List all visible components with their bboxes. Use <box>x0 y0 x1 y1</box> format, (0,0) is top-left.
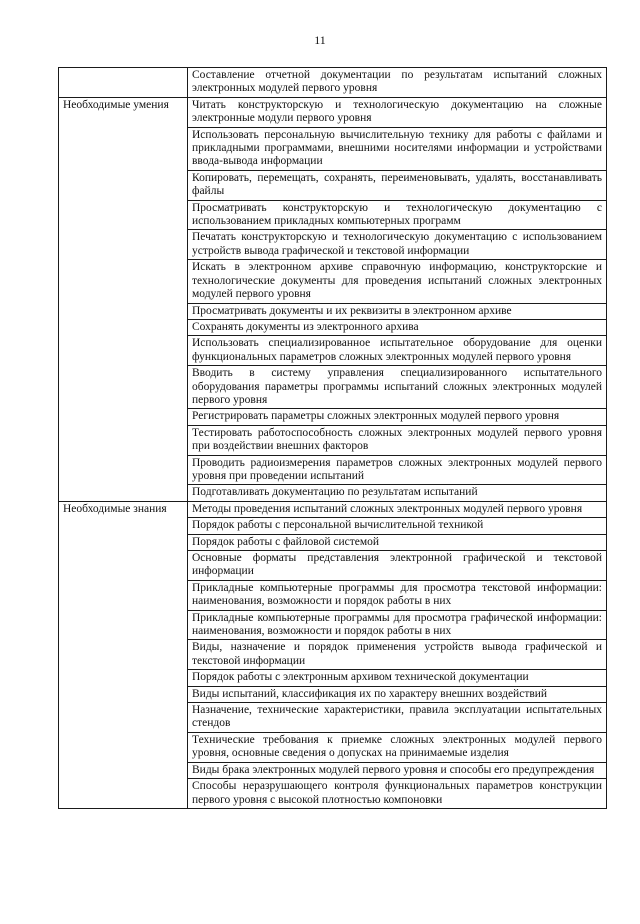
table-item-cell: Составление отчетной документации по результатам испытаний сложных электронных модулей первого уровня <box>188 68 607 98</box>
table-item-cell: Способы неразрушающего контроля функциональных параметров конструкции первого уровня с высокой плотностью компоновки <box>188 779 607 809</box>
table-item-cell: Виды брака электронных модулей первого уровня и способы его предупреждения <box>188 762 607 778</box>
table-item-cell: Виды испытаний, классификация их по характеру внешних воздействий <box>188 686 607 702</box>
table-item-cell: Сохранять документы из электронного архива <box>188 319 607 335</box>
table-item-cell: Вводить в систему управления специализированного испытательного оборудования параметры программы испытаний сложных электронных модулей первого уровня <box>188 366 607 409</box>
table-item-cell: Методы проведения испытаний сложных электронных модулей первого уровня <box>188 501 607 517</box>
table-body <box>59 68 607 809</box>
table-item-cell: Подготавливать документацию по результатам испытаний <box>188 485 607 501</box>
table-item-cell: Порядок работы с электронным архивом технической документации <box>188 670 607 686</box>
page-number: 11 <box>314 33 326 47</box>
table-item-cell: Прикладные компьютерные программы для просмотра текстовой информации: наименования, возможности и порядок работы в них <box>188 580 607 610</box>
table-item-cell: Виды, назначение и порядок применения устройств вывода графической и текстовой информации <box>188 640 607 670</box>
table-item-cell: Проводить радиоизмерения параметров сложных электронных модулей первого уровня при проведении испытаний <box>188 455 607 485</box>
table-item-cell: Назначение, технические характеристики, правила эксплуатации испытательных стендов <box>188 703 607 733</box>
empty-section-cell <box>59 68 188 98</box>
table-item-cell: Использовать персональную вычислительную технику для работы с файлами и прикладными программами, внешними носителями информации и устройствами ввода-вывода информации <box>188 127 607 170</box>
requirements-table <box>58 67 607 809</box>
table-item-cell: Основные форматы представления электронной графической и текстовой информации <box>188 551 607 581</box>
table-item-cell: Копировать, перемещать, сохранять, переименовывать, удалять, восстанавливать файлы <box>188 170 607 200</box>
table-item-cell: Печатать конструкторскую и технологическую документацию с использованием устройств вывода графической и текстовой информации <box>188 230 607 260</box>
table-row <box>59 97 607 127</box>
section-heading: Необходимые знания <box>59 501 188 808</box>
table-item-cell: Искать в электронном архиве справочную информацию, конструкторские и технологические документы для проведения испытаний сложных электронных модулей первого уровня <box>188 260 607 303</box>
table-item-cell: Порядок работы с файловой системой <box>188 534 607 550</box>
table-item-cell: Прикладные компьютерные программы для просмотра графической информации: наименования, возможности и порядок работы в них <box>188 610 607 640</box>
table-item-cell: Регистрировать параметры сложных электронных модулей первого уровня <box>188 409 607 425</box>
table-item-cell: Читать конструкторскую и технологическую документацию на сложные электронные модули первого уровня <box>188 97 607 127</box>
section-heading: Необходимые умения <box>59 97 188 501</box>
table-row <box>59 68 607 98</box>
table-item-cell: Просматривать конструкторскую и технологическую документацию с использованием прикладных компьютерных программ <box>188 200 607 230</box>
table-row <box>59 501 607 517</box>
table-item-cell: Использовать специализированное испытательное оборудование для оценки функциональных параметров сложных электронных модулей первого уровня <box>188 336 607 366</box>
table-item-cell: Порядок работы с персональной вычислительной техникой <box>188 518 607 534</box>
table-item-cell: Технические требования к приемке сложных электронных модулей первого уровня, основные сведения о допусках на принимаемые изделия <box>188 732 607 762</box>
table-item-cell: Тестировать работоспособность сложных электронных модулей первого уровня при воздействии внешних факторов <box>188 425 607 455</box>
table-item-cell: Просматривать документы и их реквизиты в электронном архиве <box>188 303 607 319</box>
